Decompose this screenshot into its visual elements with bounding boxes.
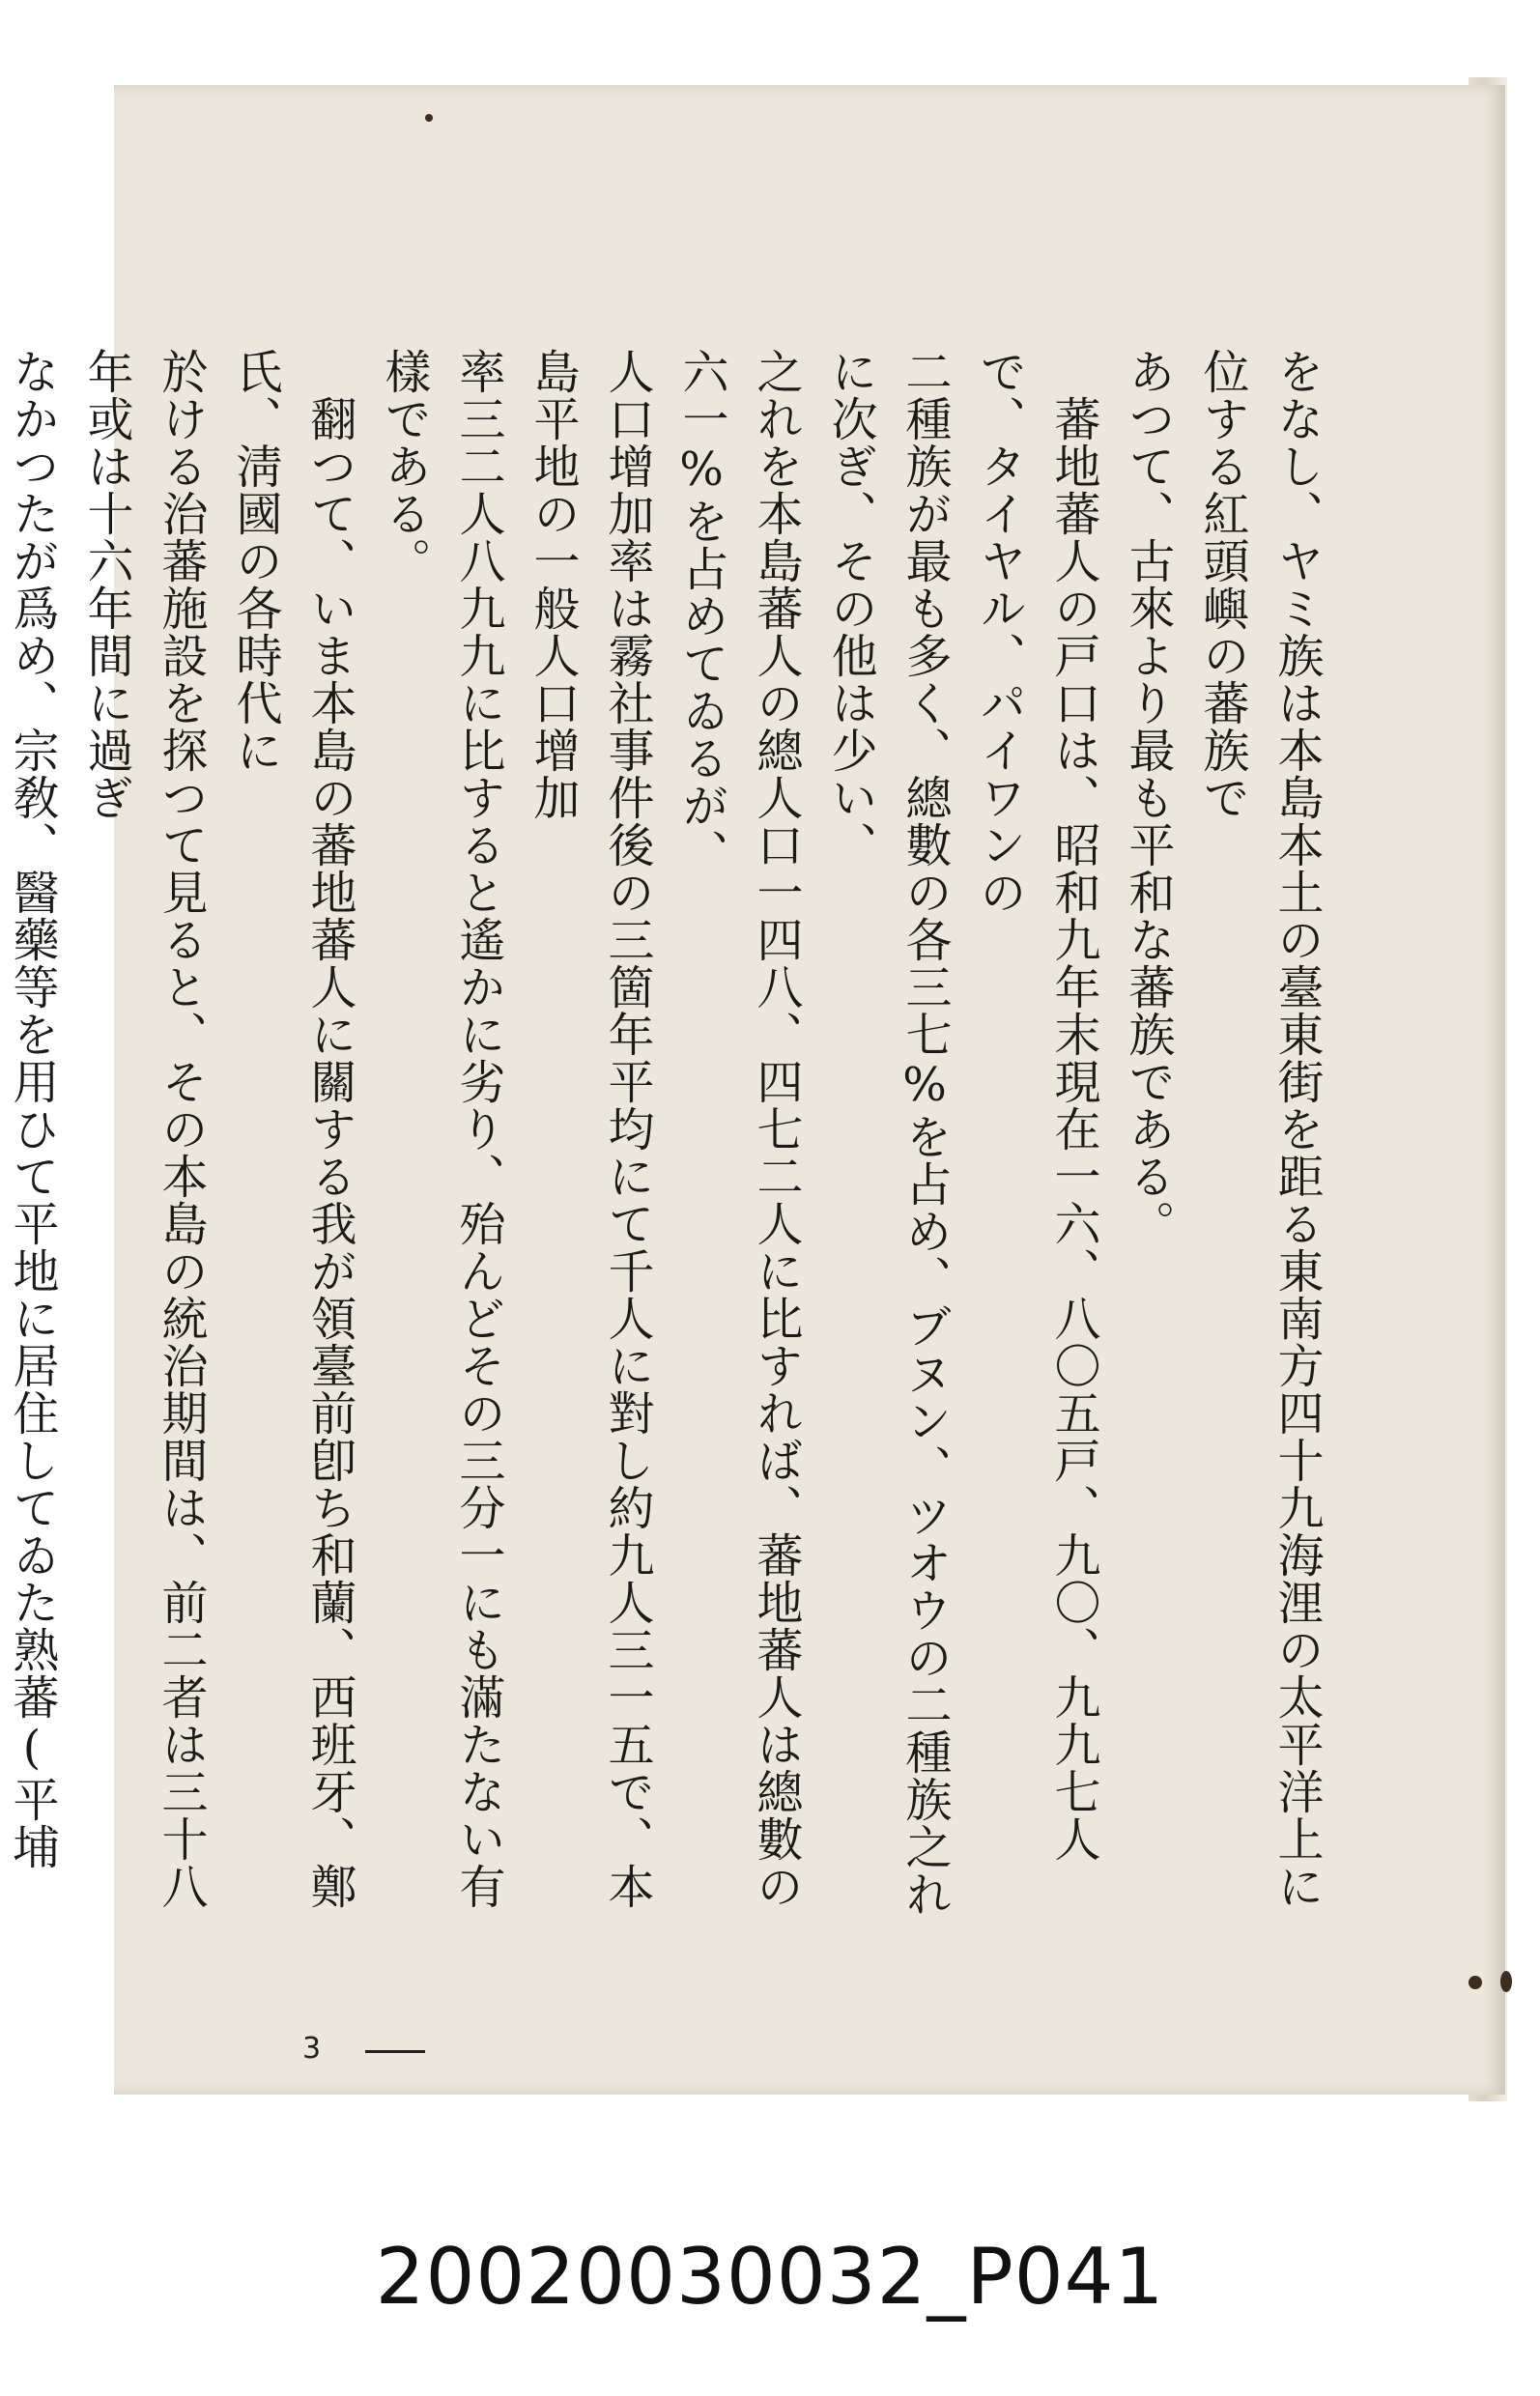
text-line-8: 翻つて、いま本島の蕃地蕃人に關する我が領臺前卽ち和蘭、西班牙、鄭氏、淸國の各時代に [228,348,356,1910]
ink-spot [1469,1976,1482,1989]
text-line-9: 於ける治蕃施設を探つて見ると、その本島の統治期間は、前二者は三十八年或は十六年間に過ぎ [79,348,208,1910]
text-line-3: 蕃地蕃人の戸口は、昭和九年末現在一六、八〇五戸、九〇、九九七人で、タイヤル、パイワンの [972,348,1100,1863]
text-line-1: をなし、ヤミ族は本島本土の臺東街を距る東南方四十九海浬の太平洋上に位する紅頭嶼の蕃族で [1195,348,1324,1910]
text-line-4: 二種族が最も多く、總數の各三七%を占め、ブヌン、ツオウの二種族之れに次ぎ、その他は少い、 [823,348,952,1918]
text-line-10: なかつたが爲め、宗敎、醫藥等を用ひて平地に居住してゐた熟蕃(平埔 [5,348,59,1870]
vertical-text-block [5,348,1333,1932]
ink-spot [1500,1971,1512,1992]
text-line-7: 率三二人八九九に比すると遙かに劣り、殆んどその三分一にも滿たない有樣である。 [377,348,505,1910]
text-line-5: 之れを本島蕃人の總人口一四八、四七二人に比すれば、蕃地蕃人は總數の六一%を占めてゐるが、 [674,348,803,1910]
ink-spot [425,114,433,122]
text-line-6: 人口增加率は霧社事件後の三箇年平均にて千人に對し約九人三一五で、本島平地の一般人口增加 [526,348,654,1910]
file-id-caption: 20020030032_P041 [375,2232,1165,2322]
page-number-dash [365,2050,425,2053]
page-number: 3 [302,2032,322,2066]
text-line-2: あつて、古來より最も平和な蕃族である。 [1121,348,1175,1247]
